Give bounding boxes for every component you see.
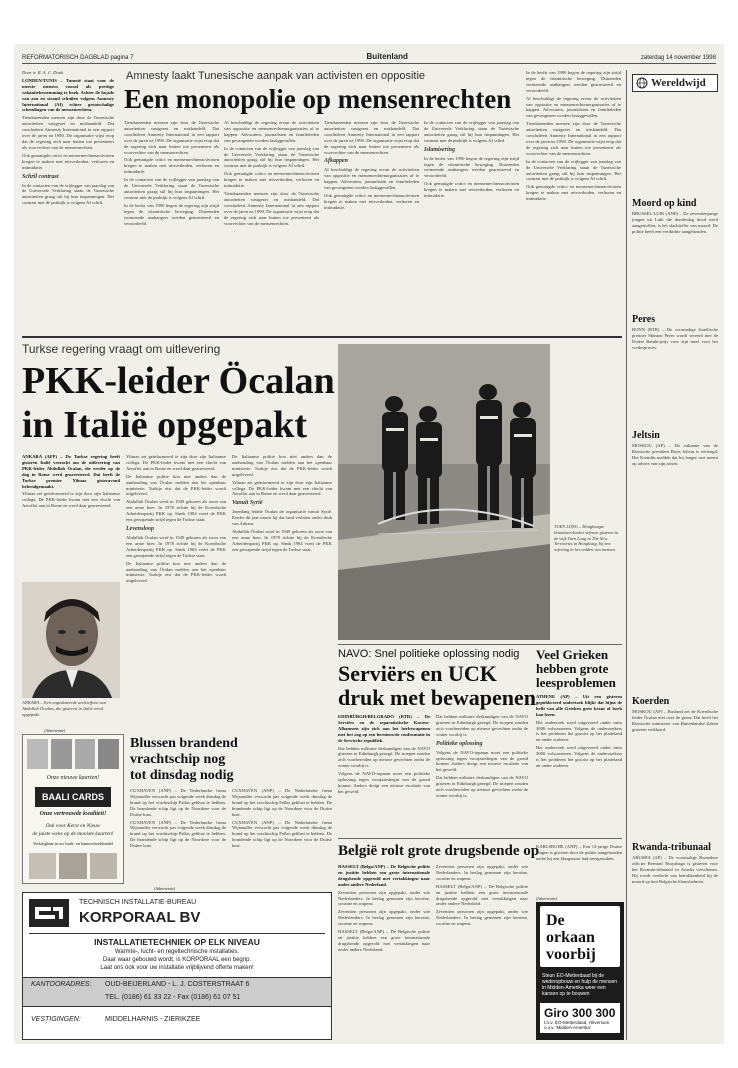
belgium-text: Zeventien personen zijn opgepakt, onder wie Nederlanders. In beslag genomen zijn heroïne, cocaïne en wapens. [338, 889, 430, 907]
kantoor-address: OUD-BEIJERLAND - L. J. COSTERSTRAAT 6 [105, 981, 250, 988]
tunisia-text: Tienduizenden mensen zijn door de Tunesische autoriteiten vastgezet en mishandeld. Dat concludeert Amnesty International in een rapport over de jaren na 1990. De organisatie wijst erop dat de regering zich naar buiten toe presenteert als voorvechter van de mensenrechten. [124, 120, 219, 155]
pallas-text: CUXHAVEN (ANP) – De Nederlandse firma Wijsmuller verwacht pas volgende week dinsdag de brand op het vrachtschip Pallas geblust te hebben. De brandende schip ligt op de Noordzee voor de Duitse kust. [130, 819, 226, 849]
pallas-col-2 [232, 788, 332, 884]
ocalan-col-1 [22, 454, 120, 580]
tunisia-body-1b: Ook gematigde critici en mensenrechtenactivisten kregen te maken met reisverboden, verhoren en intimidatie. [22, 152, 114, 170]
belgium-text: HASSELT (Belga/ANP) – De Belgische politie en justitie hebben een grote internationale drugsbende opgerold met vertakkingen naar onder andere Nederland. [436, 883, 528, 907]
karlsruhe-brief [536, 844, 622, 896]
card-image [27, 739, 48, 769]
tunisia-lead: LONDEN/TUNIS – Tunesië staat voor de meeste mensen vooral als prettige vakantiebestemming te boek. Achter de façade van zon en strand schuilen volgens Amnesty International (AI) echter grootschalige schendingen van de mensenrechten. [22, 77, 114, 113]
orkaan-title [540, 906, 620, 967]
globe-icon [636, 77, 648, 89]
ocalan-text: Yilmaz zei geïnformeerd te zijn door zijn Italiaanse collega. De PKK-leider kwam met een vlucht van Aeroflot aan in Rome en werd daar gearresteerd. [126, 454, 226, 471]
sidebar-brief [632, 198, 718, 308]
sidebar-brief-head: Peres [632, 314, 656, 325]
nato-text: Dat hebben militaire deskundigen van de NAVO gisteren in Edinburgh gezegd. De troepen zouden zich voorbereiden op nieuwe gevechten zodra de winter voorbij is. [338, 745, 430, 769]
card-image [29, 853, 56, 879]
sidebar-brief [632, 430, 718, 690]
pallas-text: CUXHAVEN (ANP) – De Nederlandse firma Wijsmuller verwacht pas volgende week dinsdag de brand op het vrachtschip Pallas geblust te hebben. De brandende schip ligt op de Noordzee voor de Duitse kust. [130, 788, 226, 817]
ocalan-text: Jarenlang leidde Öcalan de organisatie vanuit Syrië. Eerder dit jaar moest hij dat land verlaten onder druk van Ankara. [232, 509, 332, 527]
rule [338, 644, 622, 645]
ocalan-text: Abdullah Öcalan werd in 1949 geboren als zoon van een arme boer. In 1978 richtte hij de Koerdische Arbeiderspartij PKK op. Sinds 1984 voert de PKK een gewapende strijd tegen de Turkse staat. [126, 499, 226, 523]
belgium-text: Zeventien personen zijn opgepakt, onder wie Nederlanders. In beslag genomen zijn heroïne, cocaïne en wapens. [436, 909, 528, 927]
ad-tag: (Advertentie) [536, 896, 558, 901]
tunisia-text: Ook gematigde critici en mensenrechtenactivisten kregen te maken met reisverboden, verhoren en intimidatie. [324, 193, 419, 210]
pallas-text: CUXHAVEN (ANP) – De Nederlandse firma Wijsmuller verwacht pas volgende week dinsdag de brand op het vrachtschip Pallas geblust te hebben. De brandende schip ligt op de Noordzee voor de Duitse kust. [232, 819, 332, 849]
tunisia-text: Ook gematigde critici en mensenrechtenactivisten kregen te maken met reisverboden, verhoren en intimidatie. [526, 184, 621, 202]
sidebar-brief-head: Rwanda-tribunaal [632, 842, 711, 853]
ocalan-photo [22, 582, 120, 698]
logo-icon [29, 899, 69, 927]
belgium-lead: HASSELT (Belga/ANP) – De Belgische politie en justitie hebben een grote internationale drugsbende opgerold met vertakkingen naar onder andere Nederland. [338, 864, 430, 887]
nato-lead: EDINBURGH/BELGRADO (RTR) – De Serviërs en de separatistische Kosovo-Albanezen zijn zich aan het herbewapenen met het oog op een hernieuwde confrontatie in de Servische republiek. [338, 714, 430, 743]
ocalan-col-3 [232, 454, 332, 726]
tunisia-text: In de herfst van 1990 begon de regering zijn strijd tegen de islamitische beweging. Duizenden vermeende aanhangers werden gearresteerd en veroordeeld. [124, 202, 219, 226]
sidebar-brief-head: Koerden [632, 696, 670, 707]
korporaal-top: TECHNISCH INSTALLATIE-BUREAU [79, 899, 197, 906]
orkaan-line-1: De orkaan [546, 912, 595, 946]
nato-kicker: NAVO: Snel politieke oplossing nodig [338, 648, 520, 660]
tunisia-text: Al beschuldigt de regering ervan de activiteiten van oppositie en mensenrechtenorganisaties af te kappen. Advocaten, journalisten en familieleden van gevangenen worden lastiggevallen. [224, 120, 319, 143]
orkaan-ad[interactable] [536, 902, 624, 1040]
section-title: Buitenland [366, 52, 408, 61]
nato-text: Volgens de NAVO-topman moet een politieke oplossing tegen voorjaarsbegin van de grond komen. Anders dreigt een nieuwe escalatie van het geweld. [338, 771, 430, 794]
korporaal-ad[interactable] [22, 892, 332, 1040]
kantoor-label: KANTOORADRES: [31, 981, 92, 988]
pallas-col-1 [130, 788, 226, 884]
vestigingen-band [23, 1011, 331, 1033]
tunisia-text: In de contacten van de vrijlegger van jaarslag van de Universele Verklaring staan de Tunesische autoriteiten graag stil bij hun inspanningen. Het contrast met de praktijk is volgens AI schril. [124, 177, 219, 200]
card-image [90, 853, 117, 879]
sidebar-title-box [632, 74, 718, 92]
tunisia-headline: Een monopolie op mensenrechten [124, 84, 512, 114]
tunisia-col-2 [124, 120, 219, 330]
nato-text: Dat hebben militaire deskundigen van de NAVO gisteren in Edinburgh gezegd. De troepen zouden zich voorbereiden op nieuwe gevechten zodra de winter voorbij is. [436, 714, 528, 737]
baali-tagline: Onze vertrouwde kwaliteit! [39, 811, 107, 817]
tunisia-text: Al beschuldigt de regering ervan de activiteiten van oppositie en mensenrechtenorganisaties af te kappen. Advocaten, journalisten en familieleden van gevangenen worden lastiggevallen. [324, 167, 419, 191]
ad-tag: (Advertentie) [44, 728, 66, 733]
greece-lead: ATHENE (AP) – Uit een gisteren gepubliceerd onderzoek blijkt dat bijna de helft van alle Grieken geen krant of boek kan lezen. [536, 694, 622, 717]
baali-line-1: Ook voor Kerst en Nieuw [45, 823, 101, 829]
korporaal-name: KORPORAAL BV [79, 909, 201, 926]
sidebar-items [632, 198, 718, 1018]
sidebar-brief-head: Jeltsin [632, 430, 660, 441]
tunisia-col-6 [526, 70, 621, 332]
korporaal-line-3: Laat ons ook voor uw installatie vrijblijvend offerte maken! [100, 965, 254, 971]
belgium-text: HASSELT (Belga/ANP) – De Belgische politie en justitie hebben een grote internationale drugsbende opgerold met vertakkingen naar onder andere Nederland. [338, 929, 430, 952]
nato-col-2 [436, 714, 528, 834]
sidebar-brief-text: MOSKOU (AP) – De vakantie van de Russische president Boris Jeltsin is verlengd. Het Kremlin meldde dat hij langer rust neemt op advies van zijn artsen. [632, 443, 718, 466]
nato-subhead: Politieke oplossing [436, 740, 483, 747]
tunisia-text: In de contacten van de vrijlegger van jaarslag van de Universele Verklaring staan de Tunesische autoriteiten graag stil bij hun inspanningen. Het contrast met de praktijk is volgens AI schril. [526, 158, 621, 182]
tunisia-col-4 [324, 120, 419, 330]
sidebar-brief [632, 696, 718, 836]
card-image [59, 853, 86, 879]
belgium-headline: België rolt grote drugsbende op [338, 843, 540, 859]
card-image [75, 739, 96, 769]
tunisia-col-1 [22, 70, 114, 332]
section-rule [22, 336, 622, 338]
ocalan-headline-1: PKK-leider Öcalan [22, 360, 335, 402]
ocalan-text: Abdullah Öcalan werd in 1949 geboren als zoon van een arme boer. In 1978 richtte hij de Koerdische Arbeiderspartij PKK op. Sinds 1984 voert de PKK een gewapende strijd tegen de Turkse staat. [232, 529, 332, 552]
sidebar-brief [632, 842, 718, 1012]
vestigingen-address: MIDDELHARNIS - ZIERIKZEE [105, 1016, 201, 1023]
tunisia-text: Tienduizenden mensen zijn door de Tunesische autoriteiten vastgezet en mishandeld. Dat concludeert Amnesty International in een rapport over de jaren na 1990. De organisatie wijst erop dat de regering zich naar buiten toe presenteert als voorvechter van de mensenrechten. [324, 120, 419, 155]
kantoor-phone: TEL. (0186) 61 33 22 - Fax (0186) 61 07 51 [105, 994, 241, 1001]
firefighters-image [338, 344, 550, 640]
belgium-col-1 [338, 864, 430, 1040]
baali-line-3: Verkrijgbaar in uw boek- en kantoorboekhandel [32, 841, 114, 846]
tunisia-text: In de contacten van de vrijlegger van jaarslag van de Universele Verklaring staan de Tunesische autoriteiten graag stil bij hun inspanningen. Het contrast met de praktijk is volgens AI schril. [224, 145, 319, 169]
sidebar-title: Wereldwijd [651, 77, 706, 89]
firefighters-caption: TUEN LONG – Hongkongse brandweerlieden oefenen gisteren in de wijk Tuen Long in The New Territories in Hongkong, bij een oefening in het redden van mensen. [554, 524, 619, 553]
ocalan-lead: ANKARA (AFP) – De Turkse regering heeft gisteren Italië verzocht om de uitlevering van PKK-leider Abdullah Öcalan, die eerder op de dag in Rome werd gearresteerd. Dat heeft de Turkse premier Yilmaz gisteravond bekendgemaakt. [22, 454, 120, 489]
tunisia-text: In de herfst van 1990 begon de regering zijn strijd tegen de islamitische beweging. Duizenden vermeende aanhangers werden gearresteerd en veroordeeld. [424, 155, 519, 179]
tunisia-text: In de contacten van de vrijlegger van jaarslag van de Universele Verklaring staan de Tunesische autoriteiten graag stil bij hun inspanningen. Het contrast met de praktijk is volgens AI schril. [424, 120, 519, 143]
baali-logo: BAALI CARDS [35, 787, 111, 807]
ocalan-headline-2: in Italië opgepakt [22, 404, 308, 446]
nato-text: Volgens de NAVO-topman moet een politieke oplossing tegen voorjaarsbegin van de grond komen. Anders dreigt een nieuwe escalatie van het geweld. [436, 749, 528, 773]
sidebar-brief-text: ARUSHA (AP) – De voormalige Rwandese officier Bernard Ntuyahaga is gisteren voor het Rwanda-tribunaal in Arusha verschenen. Hij wordt verdacht van betrokkenheid bij de moord op tien Belgische blauwhelmen. [632, 855, 718, 884]
nato-headline-2: druk met bewapenen [338, 685, 537, 710]
newspaper-page [14, 44, 724, 1044]
ocalan-subhead-2: Vanuit Syrië [232, 500, 263, 507]
pallas-text: CUXHAVEN (ANP) – De Nederlandse firma Wijsmuller verwacht pas volgende week dinsdag de brand op het vrachtschip Pallas geblust te hebben. De brandende schip ligt op de Noordzee voor de Duitse kust. [232, 788, 332, 817]
ad-tag: (Advertentie) [154, 886, 176, 891]
greece-headline: Veel Grieken hebben grote leesproblemen [536, 647, 616, 690]
tunisia-text: Ook gematigde critici en mensenrechtenactivisten kregen te maken met reisverboden, verhoren en intimidatie. [124, 157, 219, 175]
ocalan-text: De Italiaanse politie kon niet anders dan de aanhouding van Öcalan melden aan het openbaar ministerie. Turkije eist dat de PKK-leider wordt uitgeleverd. [232, 454, 332, 477]
sidebar-brief [632, 314, 718, 424]
tunisia-text: In de herfst van 1990 begon de regering zijn strijd tegen de islamitische beweging. Duizenden vermeende aanhangers werden gearresteerd en veroordeeld. [526, 70, 621, 93]
tunisia-subhead-3: Islamisering [424, 146, 456, 153]
giro-box [540, 1003, 620, 1033]
card-image [98, 739, 119, 769]
tunisia-text: Tienduizenden mensen zijn door de Tunesische autoriteiten vastgezet en mishandeld. Dat concludeert Amnesty International in een rapport over de jaren na 1990. De organisatie wijst erop dat de regering zich naar buiten toe presenteert als voorvechter van de mensenrechten. [224, 190, 319, 226]
nato-headline-1: Serviërs en UCK [338, 661, 497, 686]
korporaal-sub: INSTALLATIETECHNIEK OP ELK NIVEAU [29, 933, 325, 947]
brief-text: KARLSRUHE (ANP) – Een 14-jarige Duitse jongen is gisteren door de politie aangehouden nadat hij een klasgenoot had neergestoken. [536, 844, 622, 861]
byline: Door ir. R. A. C. Donk [22, 70, 64, 75]
tunisia-text: Al beschuldigt de regering ervan de activiteiten van oppositie en mensenrechtenorganisaties af te kappen. Advocaten, journalisten en familieleden van gevangenen worden lastiggevallen. [526, 95, 621, 119]
tunisia-text: Ook gematigde critici en mensenrechtenactivisten kregen te maken met reisverboden, verhoren en intimidatie. [224, 171, 319, 189]
belgium-text: Zeventien personen zijn opgepakt, onder wie Nederlanders. In beslag genomen zijn heroïne, cocaïne en wapens. [338, 909, 430, 927]
sidebar-brief-text: BONN (RTR) – De voormalige Israëlische premier Shimon Peres wordt vereerd met de Duitse Bambi-prijs voor zijn inzet voor het vredesproces. [632, 327, 718, 350]
ocalan-text: De Italiaanse politie kon niet anders dan de aanhouding van Öcalan melden aan het openbaar ministerie. Turkije eist dat de PKK-leider wordt uitgeleverd. [126, 473, 226, 497]
nato-text: Dat hebben militaire deskundigen van de NAVO gisteren in Edinburgh gezegd. De troepen zouden zich voorbereiden op nieuwe gevechten zodra de winter voorbij is. [436, 775, 528, 798]
page-header [22, 52, 716, 64]
tunisia-subhead-1: Schril contrast [22, 173, 59, 180]
giro-number: Giro 300 300 [544, 1006, 616, 1020]
sidebar-brief-text: MOSKOU (AP) – Rusland zet de Koerdische leider Öcalan niet over de grens. Dat heeft het Russische ministerie van Buitenlandse Zaken gisteren verklaard. [632, 709, 718, 732]
giro-sub-2: o.v.v. 'Midden-Amerika' [544, 1025, 591, 1030]
sidebar-brief-head: Moord op kind [632, 198, 697, 209]
greece-text: Het onderzoek werd uitgevoerd onder ruim 3000 volwassenen. Volgens de onderzoekers is het probleem het grootst op het platteland en onder ouderen. [536, 745, 622, 768]
ocalan-text: Yilmaz zei geïnformeerd te zijn door zijn Italiaanse collega. De PKK-leider kwam met een vlucht van Aeroflot aan in Rome en werd daar gearresteerd. [232, 479, 332, 497]
korporaal-logo [29, 899, 69, 927]
header-date: zaterdag 14 november 1998 [640, 55, 716, 61]
sidebar-brief-text: BRUSSEL/LUIK (ANP) – De zeventienjarige jongen uit Luik die donderdag dood werd aangetroffen, is het slachtoffer van moord. De politie heeft een verdachte aangehouden. [632, 211, 718, 234]
tunisia-col-5 [424, 120, 519, 330]
card-image [51, 739, 72, 769]
tunisia-body-1: Tienduizenden mensen zijn door de Tunesische autoriteiten vastgezet en mishandeld. Dat concludeert Amnesty International in een rapport over de jaren na 1990. De organisatie wijst erop dat de regering zich naar buiten toe presenteert als voorvechter van de mensenrechten. [22, 115, 114, 150]
kantoor-band [23, 977, 331, 1007]
rule [338, 838, 622, 839]
ocalan-text: De Italiaanse politie kon niet anders dan de aanhouding van Öcalan melden aan het openbaar ministerie. Turkije eist dat de PKK-leider wordt uitgeleverd. [126, 560, 226, 584]
tunisia-subhead-2: Afkappen [324, 158, 348, 165]
tunisia-text: Ook gematigde critici en mensenrechtenactivisten kregen te maken met reisverboden, verhoren en intimidatie. [424, 181, 519, 199]
tunisia-kicker: Amnesty laakt Tunesische aanpak van activisten en oppositie [126, 70, 426, 82]
belgium-col-2 [436, 864, 528, 1040]
ocalan-text: Abdullah Öcalan werd in 1949 geboren als zoon van een arme boer. In 1978 richtte hij de Koerdische Arbeiderspartij PKK op. Sinds 1984 voert de PKK een gewapende strijd tegen de Turkse staat. [126, 534, 226, 558]
tunisia-text: Tienduizenden mensen zijn door de Tunesische autoriteiten vastgezet en mishandeld. Dat concludeert Amnesty International in een rapport over de jaren na 1990. De organisatie wijst erop dat de regering zich naar buiten toe presenteert als voorvechter van de mensenrechten. [526, 121, 621, 156]
belgium-text: Zeventien personen zijn opgepakt, onder wie Nederlanders. In beslag genomen zijn heroïne, cocaïne en wapens. [436, 864, 528, 881]
ocalan-photo-caption: ANKARA – Een ongedateerde archieffoto van Abdullah Öcalan, die gisteren in Italië werd opgepakt. [22, 700, 106, 717]
firefighters-photo [338, 344, 550, 640]
portrait-image [22, 582, 120, 698]
tunisia-col-3 [224, 120, 319, 330]
giro-sub: t.n.v. EO-Metterdaad, Hilversum [544, 1020, 610, 1025]
ocalan-col-2 [126, 454, 226, 726]
tunisia-body-2: In de contacten van de vrijlegger van jaarslag van de Universele Verklaring staan de Tunesische autoriteiten graag stil bij hun inspanningen. Het contrast met de praktijk is volgens AI schril. [22, 182, 114, 206]
nato-col-1 [338, 714, 430, 834]
card-thumbnails-bottom [29, 853, 117, 879]
baali-line-2: de juiste wens op de mooiste kaarten! [32, 831, 114, 837]
ocalan-subhead-1: Levensloop [126, 525, 154, 532]
orkaan-line-2: voorbij [546, 946, 596, 963]
pallas-headline-1: Blussen brandend [130, 736, 238, 751]
baali-slogan: Onze nieuwe kaarten! [46, 775, 100, 781]
baali-ad[interactable] [22, 734, 124, 884]
card-thumbnails [27, 739, 119, 769]
pallas-headline-3: tot dinsdag nodig [130, 768, 234, 783]
greece-text: Het onderzoek werd uitgevoerd onder ruim 3000 volwassenen. Volgens de onderzoekers is het probleem het grootst op het platteland en onder ouderen. [536, 719, 622, 743]
pallas-headline-2: vrachtschip nog [130, 752, 226, 767]
ocalan-text: Yilmaz zei geïnformeerd te zijn door zijn Italiaanse collega. De PKK-leider kwam met een vlucht van Aeroflot aan in Rome en werd daar gearresteerd. [22, 491, 120, 509]
sidebar-divider [626, 70, 627, 1040]
korporaal-line-2: Daar waar gebouwd wordt, is KORPORAAL een begrip. [102, 957, 252, 963]
vestigingen-label: VESTIGINGEN: [31, 1016, 81, 1023]
orkaan-body: Steun EO-Metterdaad bij de wederopbouw en hulp de mensen in Midden-Amerika weer een kansen op te bouwen [542, 973, 618, 997]
ocalan-kicker: Turkse regering vraagt om uitlevering [22, 342, 221, 356]
header-left: REFORMATORISCH DAGBLAD pagina 7 [22, 55, 134, 61]
greece-col [536, 694, 622, 834]
korporaal-line-1: Warmte-, lucht- en regeltechnische installaties. [114, 949, 240, 955]
